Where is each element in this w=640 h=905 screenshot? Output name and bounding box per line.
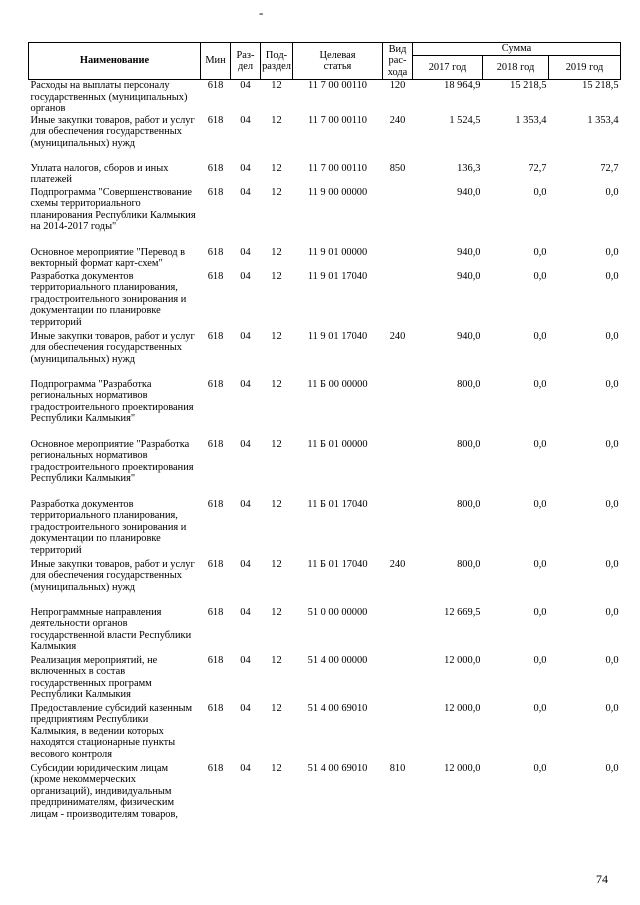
header-razdel: Раз- дел [231, 43, 261, 80]
row-vid [383, 703, 413, 763]
row-podrazdel: 12 [271, 246, 282, 258]
row-2019: 72,7 [600, 162, 619, 174]
row-min: 618 [207, 162, 224, 174]
row-min: 618 [207, 498, 224, 510]
row-min: 618 [207, 378, 224, 390]
row-2019: 0,0 [605, 558, 619, 570]
row-name: Иные закупки товаров, работ и услуг для обеспечения государственных (муниципальных) нужд [30, 558, 195, 593]
row-2017: 800,0 [457, 558, 481, 570]
row-min: 618 [207, 246, 224, 258]
row-statya: 11 Б 00 00000 [307, 378, 368, 390]
row-podrazdel: 12 [271, 702, 282, 714]
budget-table [28, 42, 621, 833]
row-vid: 810 [389, 762, 406, 774]
row-min: 618 [207, 270, 224, 282]
row-2017: 136,3 [457, 162, 481, 174]
header-podrazdel: Под- раздел [261, 43, 293, 80]
row-name: Основное мероприятие "Перевод в векторный формат карт-схем" [30, 246, 186, 269]
row-statya: 11 Б 01 17040 [307, 498, 368, 510]
row-statya: 11 7 00 00110 [308, 114, 367, 126]
row-statya: 51 4 00 69010 [307, 702, 368, 714]
row-statya: 11 7 00 00110 [308, 162, 367, 174]
row-statya: 11 Б 01 17040 [307, 558, 368, 570]
row-razdel: 04 [240, 654, 251, 666]
header-name: Наименование [29, 43, 201, 80]
row-vid [383, 187, 413, 247]
row-name: Разработка документов территориального планирования, градостроительного зонирования и документации по планировке территорий [30, 498, 187, 556]
row-razdel: 04 [240, 438, 251, 450]
header-2019: 2019 год [549, 56, 621, 80]
table-row [29, 379, 621, 439]
row-vid: 240 [389, 330, 406, 342]
row-2018: 0,0 [533, 558, 547, 570]
table-row [29, 499, 621, 559]
table-row [29, 163, 621, 187]
row-vid: 240 [389, 114, 406, 126]
row-2017: 800,0 [457, 378, 481, 390]
row-2018: 15 218,5 [510, 80, 547, 91]
row-name: Иные закупки товаров, работ и услуг для обеспечения государственных (муниципальных) нужд [30, 114, 195, 149]
table-row [29, 607, 621, 655]
row-vid [383, 439, 413, 499]
row-min: 618 [207, 438, 224, 450]
row-2019: 1 353,4 [587, 114, 619, 126]
row-podrazdel: 12 [271, 270, 282, 282]
row-razdel: 04 [240, 246, 251, 258]
row-2018: 0,0 [533, 270, 547, 282]
row-podrazdel: 12 [271, 330, 282, 342]
row-podrazdel: 12 [271, 186, 282, 198]
row-2017: 940,0 [457, 270, 481, 282]
table-row [29, 439, 621, 499]
row-podrazdel: 12 [271, 762, 282, 774]
row-2018: 0,0 [533, 606, 547, 618]
row-podrazdel: 12 [271, 498, 282, 510]
row-vid [383, 379, 413, 439]
row-min: 618 [207, 114, 224, 126]
row-razdel: 04 [240, 162, 251, 174]
row-2018: 0,0 [533, 654, 547, 666]
row-2018: 0,0 [533, 438, 547, 450]
row-podrazdel: 12 [271, 378, 282, 390]
row-2019: 0,0 [605, 654, 619, 666]
row-2018: 0,0 [533, 330, 547, 342]
row-2017: 12 669,5 [444, 606, 481, 618]
row-podrazdel: 12 [271, 438, 282, 450]
row-name: Подпрограмма "Совершенствование схемы территориального планирования Республики Калмыкия на 2014-2017 годы" [30, 186, 196, 232]
row-2018: 0,0 [533, 186, 547, 198]
header-2017: 2017 год [413, 56, 483, 80]
row-2017: 1 524,5 [449, 114, 481, 126]
row-2018: 1 353,4 [515, 114, 547, 126]
row-2019: 0,0 [605, 246, 619, 258]
row-name: Разработка документов территориального планирования, градостроительного зонирования и документации по планировке территорий [30, 270, 187, 328]
row-razdel: 04 [240, 186, 251, 198]
row-razdel: 04 [240, 762, 251, 774]
row-2017: 12 000,0 [444, 702, 481, 714]
header-2018: 2018 год [483, 56, 549, 80]
row-2019: 15 218,5 [582, 80, 619, 91]
row-min: 618 [207, 186, 224, 198]
page-number: 74 [596, 872, 608, 886]
top-mark: - [259, 5, 264, 20]
row-name: Субсидии юридическим лицам (кроме некоммерческих организаций), индивидуальным предпринимателям, физическим лицам - производителям товаров, [30, 762, 179, 820]
row-2019: 0,0 [605, 378, 619, 390]
row-min: 618 [207, 80, 224, 91]
row-2017: 940,0 [457, 330, 481, 342]
row-2018: 0,0 [533, 498, 547, 510]
row-2018: 0,0 [533, 378, 547, 390]
row-min: 618 [207, 702, 224, 714]
row-statya: 51 4 00 00000 [307, 654, 368, 666]
row-podrazdel: 12 [271, 558, 282, 570]
row-vid [383, 499, 413, 559]
row-2019: 0,0 [605, 762, 619, 774]
header-vid: Вид рас- хода [383, 43, 413, 80]
row-2019: 0,0 [605, 498, 619, 510]
row-statya: 11 7 00 00110 [308, 80, 367, 91]
row-name: Уплата налогов, сборов и иных платежей [30, 162, 169, 185]
row-vid: 240 [389, 558, 406, 570]
table-row [29, 115, 621, 163]
row-min: 618 [207, 606, 224, 618]
row-statya: 51 0 00 00000 [307, 606, 368, 618]
row-vid [383, 247, 413, 271]
row-podrazdel: 12 [271, 114, 282, 126]
row-2019: 0,0 [605, 270, 619, 282]
row-2017: 940,0 [457, 186, 481, 198]
row-statya: 11 Б 01 00000 [307, 438, 368, 450]
row-name: Основное мероприятие "Разработка региональных нормативов градостроительного проектирования Республики Калмыкия" [30, 438, 194, 484]
table-row [29, 331, 621, 379]
row-razdel: 04 [240, 702, 251, 714]
row-2018: 72,7 [528, 162, 547, 174]
row-2018: 0,0 [533, 702, 547, 714]
row-razdel: 04 [240, 270, 251, 282]
header-statya: Целевая статья [293, 43, 383, 80]
row-statya: 11 9 01 17040 [307, 270, 368, 282]
row-vid: 120 [389, 80, 406, 91]
row-min: 618 [207, 330, 224, 342]
header-summa: Сумма [413, 43, 621, 56]
table-row [29, 763, 621, 833]
row-name: Предоставление субсидий казенным предприятиям Республики Калмыкия, в ведении которых находятся стационарные пункты весового контроля [30, 702, 193, 760]
row-2017: 940,0 [457, 246, 481, 258]
row-razdel: 04 [240, 378, 251, 390]
row-min: 618 [207, 654, 224, 666]
row-podrazdel: 12 [271, 162, 282, 174]
row-vid [383, 271, 413, 331]
row-2019: 0,0 [605, 606, 619, 618]
row-2017: 800,0 [457, 438, 481, 450]
row-statya: 11 9 00 00000 [307, 186, 368, 198]
row-razdel: 04 [240, 606, 251, 618]
row-name: Расходы на выплаты персоналу государственных (муниципальных) органов [30, 80, 188, 114]
table-row [29, 655, 621, 703]
row-razdel: 04 [240, 80, 251, 91]
row-name: Реализация мероприятий, не включенных в состав государственных программ Республики Калмыкия [30, 654, 158, 700]
row-2017: 12 000,0 [444, 762, 481, 774]
row-podrazdel: 12 [271, 654, 282, 666]
row-name: Подпрограмма "Разработка региональных нормативов градостроительного проектирования Республики Калмыкия" [30, 378, 194, 424]
table-row [29, 187, 621, 247]
table-row [29, 703, 621, 763]
row-vid: 850 [389, 162, 406, 174]
table-row [29, 559, 621, 607]
row-podrazdel: 12 [271, 80, 282, 91]
row-podrazdel: 12 [271, 606, 282, 618]
row-2019: 0,0 [605, 330, 619, 342]
row-min: 618 [207, 558, 224, 570]
row-2018: 0,0 [533, 762, 547, 774]
row-2018: 0,0 [533, 246, 547, 258]
row-min: 618 [207, 762, 224, 774]
row-statya: 11 9 01 17040 [307, 330, 368, 342]
row-razdel: 04 [240, 498, 251, 510]
row-2019: 0,0 [605, 702, 619, 714]
row-razdel: 04 [240, 330, 251, 342]
row-vid [383, 655, 413, 703]
row-vid [383, 607, 413, 655]
table-row [29, 271, 621, 331]
row-2019: 0,0 [605, 186, 619, 198]
row-name: Непрограммные направления деятельности органов государственной власти Республики Калмыкия [30, 606, 192, 652]
header-min: Мин [201, 43, 231, 80]
row-2017: 12 000,0 [444, 654, 481, 666]
row-razdel: 04 [240, 114, 251, 126]
row-2017: 800,0 [457, 498, 481, 510]
row-2019: 0,0 [605, 438, 619, 450]
row-2017: 18 964,9 [444, 80, 481, 91]
table-row [29, 247, 621, 271]
row-razdel: 04 [240, 558, 251, 570]
row-name: Иные закупки товаров, работ и услуг для обеспечения государственных (муниципальных) нужд [30, 330, 195, 365]
row-statya: 51 4 00 69010 [307, 762, 368, 774]
table-row [29, 80, 621, 115]
row-statya: 11 9 01 00000 [307, 246, 368, 258]
